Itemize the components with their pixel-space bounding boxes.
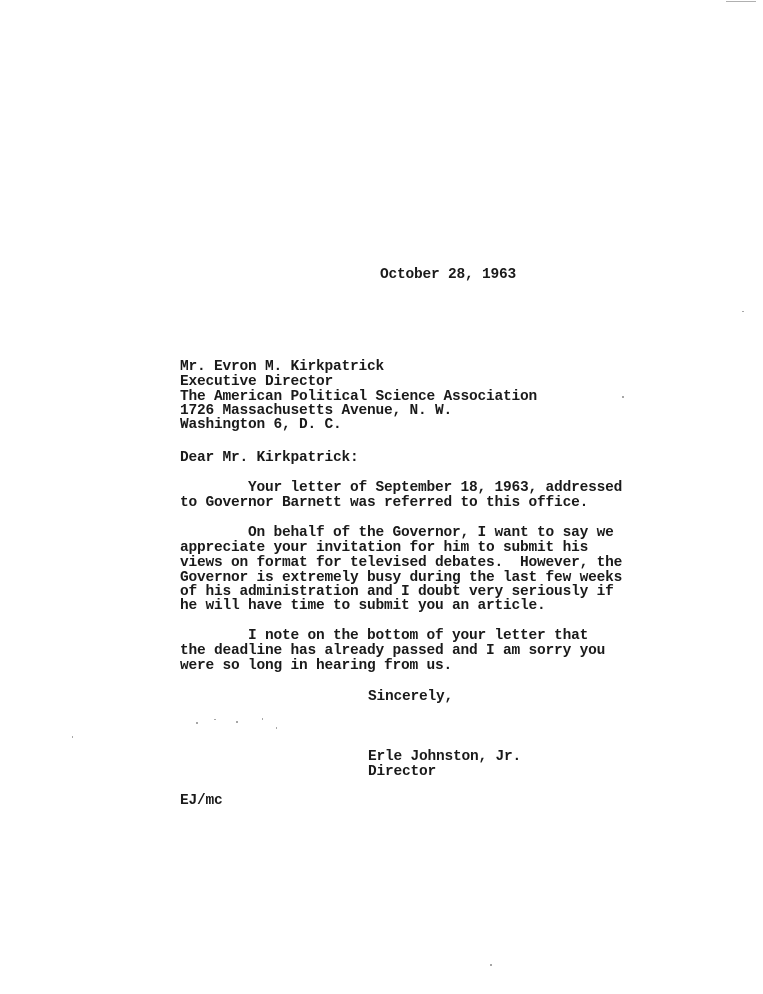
recipient-street: 1726 Massachusetts Avenue, N. W.	[180, 403, 453, 419]
signer-title: Director	[368, 764, 437, 780]
body-line: the deadline has already passed and I am sorry you	[180, 643, 606, 659]
body-line: views on format for televised debates. However, the	[180, 555, 623, 571]
salutation: Dear Mr. Kirkpatrick:	[180, 450, 359, 466]
letter-date: October 28, 1963	[380, 267, 517, 283]
recipient-title: Executive Director	[180, 374, 334, 390]
scan-speck	[490, 964, 492, 966]
scan-speck	[276, 727, 277, 729]
body-line: Your letter of September 18, 1963, addressed	[180, 480, 623, 496]
body-line: Governor is extremely busy during the last few weeks	[180, 570, 623, 586]
recipient-organization: The American Political Science Association	[180, 389, 538, 405]
recipient-name: Mr. Evron M. Kirkpatrick	[180, 359, 385, 375]
scan-speck	[236, 721, 238, 723]
scan-speck	[262, 718, 263, 720]
body-line: to Governor Barnett was referred to this office.	[180, 495, 589, 511]
scan-speck	[196, 722, 198, 724]
body-line: of his administration and I doubt very seriously if	[180, 584, 614, 600]
body-line: appreciate your invitation for him to submit his	[180, 540, 589, 556]
body-line: were so long in hearing from us.	[180, 658, 453, 674]
body-line: I note on the bottom of your letter that	[180, 628, 589, 644]
body-line: he will have time to submit you an article.	[180, 598, 546, 614]
scan-edge-mark	[726, 1, 756, 2]
scan-speck	[214, 719, 216, 720]
signer-name: Erle Johnston, Jr.	[368, 749, 522, 765]
scan-speck	[72, 736, 73, 738]
scan-speck	[622, 396, 624, 398]
recipient-city: Washington 6, D. C.	[180, 417, 342, 433]
closing: Sincerely,	[368, 689, 454, 705]
body-line: On behalf of the Governor, I want to say we	[180, 525, 614, 541]
scan-speck	[742, 311, 744, 312]
reference-initials: EJ/mc	[180, 793, 223, 809]
